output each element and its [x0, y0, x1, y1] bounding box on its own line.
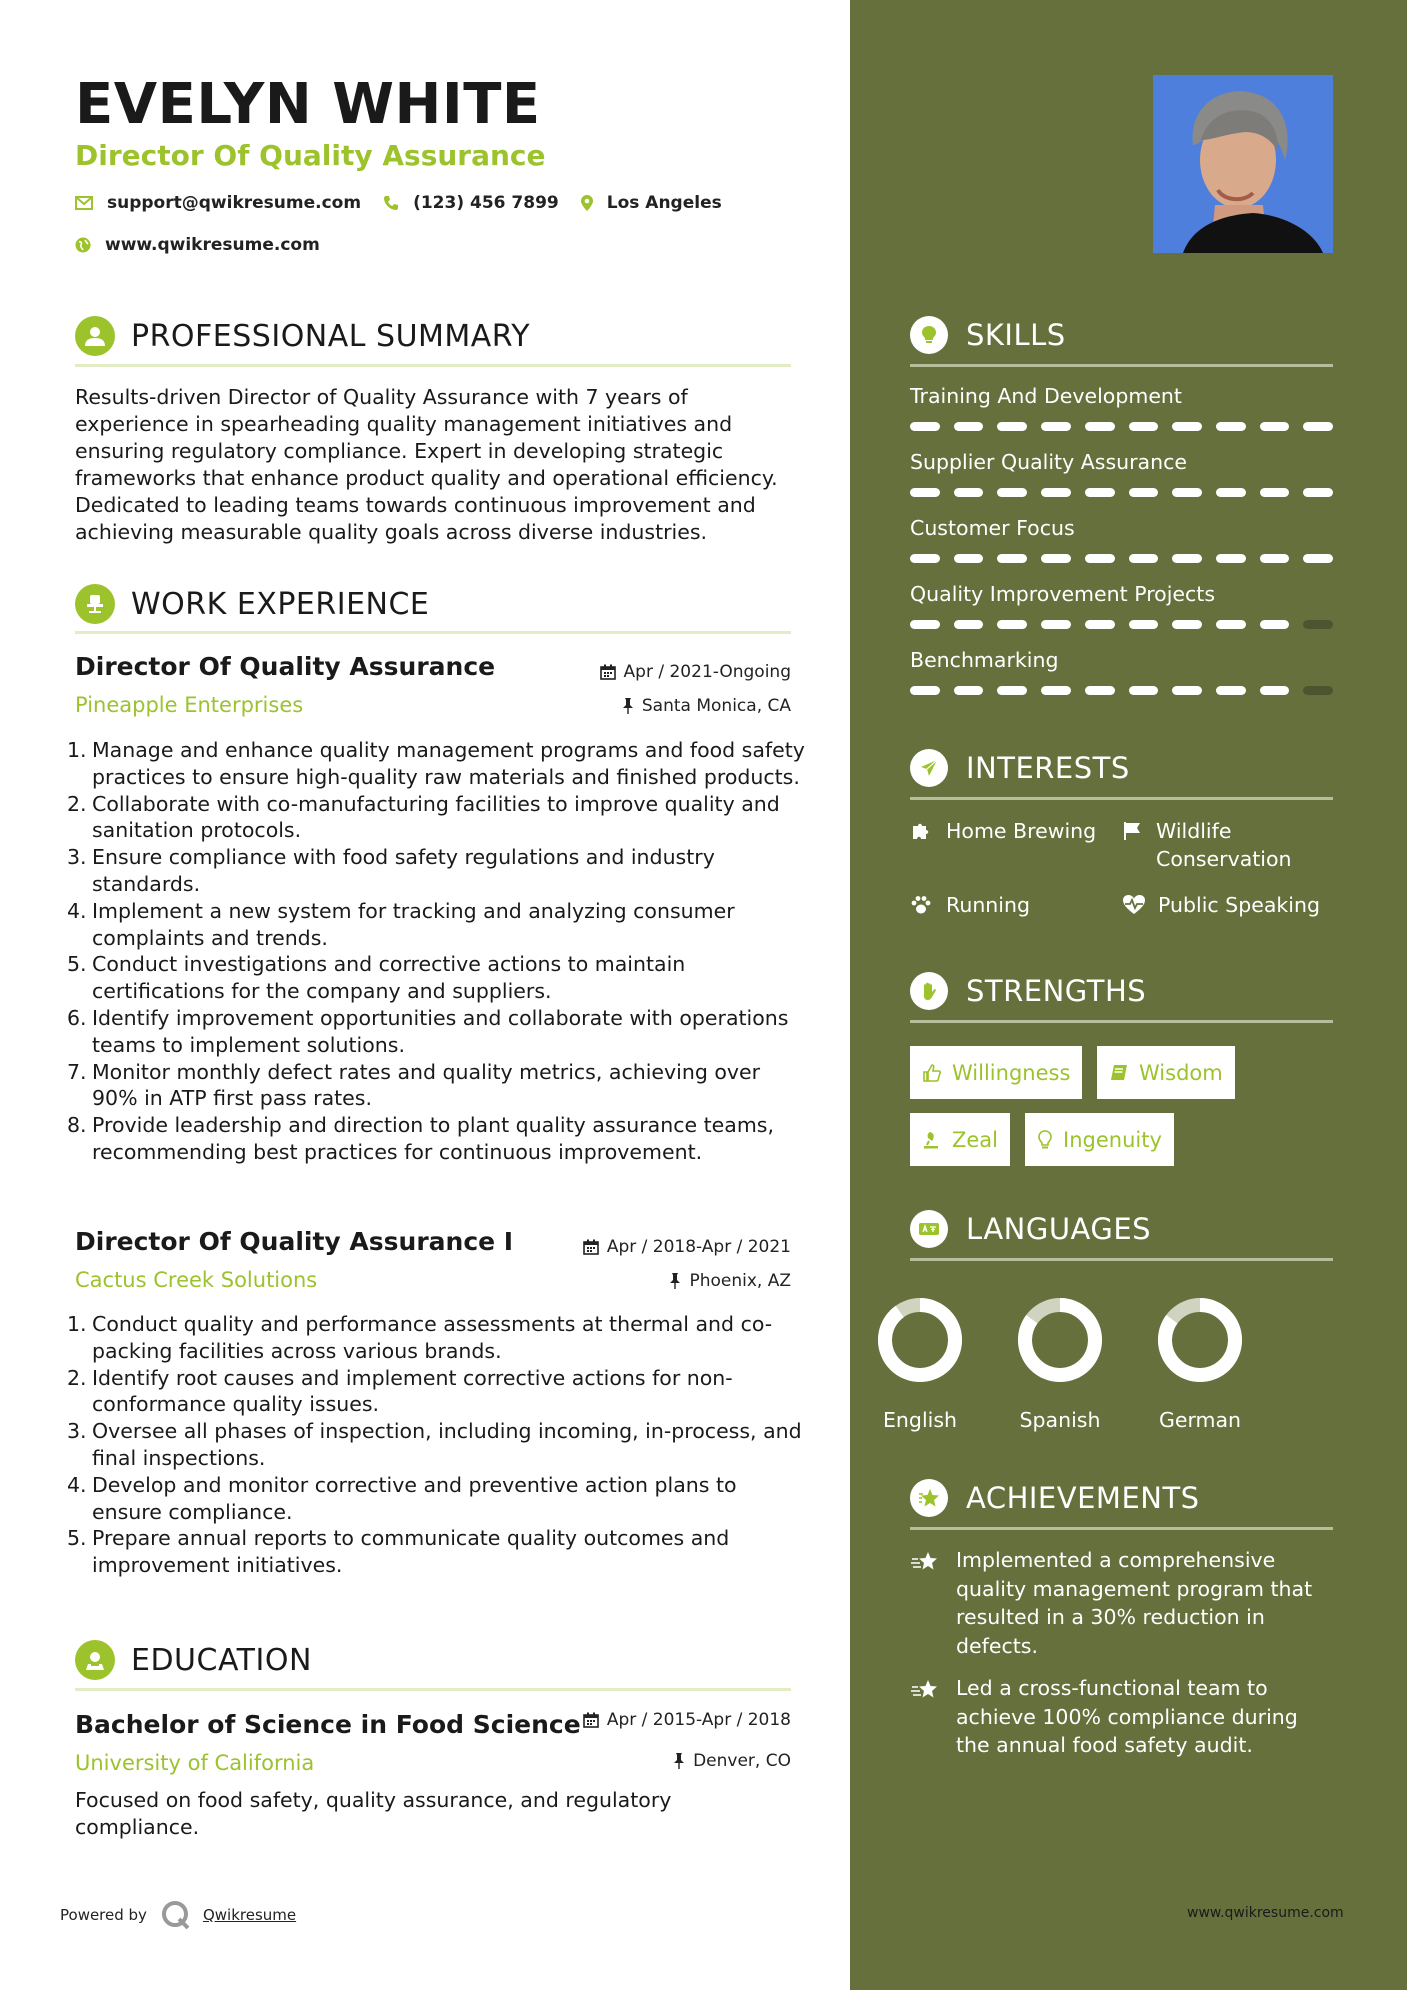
skill-level-segment — [1129, 554, 1159, 563]
job-location — [500, 696, 791, 716]
interest-item — [910, 817, 1096, 845]
lightbulb-icon — [910, 316, 948, 354]
office-chair-icon — [75, 584, 115, 624]
star-icon — [910, 1479, 948, 1517]
skill-name: Customer Focus — [910, 516, 1075, 540]
skill-item — [910, 582, 1333, 629]
puzzle-icon — [910, 817, 934, 845]
skill-level-segment — [1041, 488, 1071, 497]
strength-chip — [1025, 1113, 1174, 1166]
duty-item: Oversee all phases of inspection, including incoming, in-process, and final inspections. — [92, 1419, 802, 1470]
skill-level-segment — [997, 686, 1027, 695]
strength-label: Wisdom — [1139, 1060, 1223, 1085]
globe-icon — [75, 237, 91, 253]
skill-name: Training And Development — [910, 384, 1182, 408]
job-duties — [65, 737, 805, 1166]
experience-divider — [75, 631, 791, 634]
interests-divider — [910, 797, 1333, 800]
strength-chip — [910, 1113, 1010, 1166]
interest-label: Home Brewing — [946, 819, 1097, 843]
language-donut-fill — [885, 1305, 955, 1375]
language-level-donut — [1150, 1290, 1250, 1390]
interest-item — [1122, 817, 1312, 873]
pushpin-icon — [669, 1273, 681, 1289]
job-title: Director Of Quality Assurance I — [75, 1227, 514, 1256]
job-location-text: Santa Monica, CA — [641, 696, 791, 716]
duty-item: Implement a new system for tracking and analyzing consumer complaints and trends. — [92, 898, 735, 950]
education-heading-text: EDUCATION — [131, 1642, 312, 1678]
education-dates-text: Apr / 2015-Apr / 2018 — [606, 1710, 791, 1730]
skill-level-bar — [910, 488, 1333, 497]
interests-heading — [910, 749, 1333, 787]
strength-chip — [910, 1046, 1082, 1099]
duty-item: Collaborate with co-manufacturing facilities to improve quality and sanitation protocols. — [92, 791, 780, 843]
achievements-heading-text: ACHIEVEMENTS — [966, 1481, 1200, 1515]
language-name: German — [1158, 1408, 1242, 1432]
gavel-icon — [922, 1130, 942, 1150]
user-icon — [75, 316, 115, 356]
skill-level-segment — [954, 554, 984, 563]
job-company: Cactus Creek Solutions — [75, 1268, 318, 1292]
skill-level-segment — [1260, 422, 1290, 431]
contact-row-website — [75, 235, 342, 255]
strengths-heading-text: STRENGTHS — [966, 974, 1147, 1008]
skill-level-bar — [910, 554, 1333, 563]
language-item — [1150, 1290, 1250, 1432]
skill-level-segment — [954, 620, 984, 629]
skill-level-segment — [1085, 620, 1115, 629]
map-pin-icon — [581, 195, 593, 211]
skill-level-segment — [910, 554, 940, 563]
skill-level-segment — [1041, 422, 1071, 431]
contact-phone[interactable] — [383, 193, 559, 213]
qwikresume-logo-icon — [161, 1900, 191, 1930]
skill-name: Supplier Quality Assurance — [910, 450, 1187, 474]
graduate-icon — [75, 1640, 115, 1680]
summary-text: Results-driven Director of Quality Assurance with 7 years of experience in spearheading quality management initiatives and ensuring regulatory compliance. Expert in developing strategic frameworks that enhance product quality and operational efficiency. Dedicated to leading teams towards continuous improvement and achieving measurable quality goals across diverse industries. — [75, 385, 778, 544]
powered-by-label: Powered by — [60, 1906, 147, 1924]
skill-level-segment — [1216, 488, 1246, 497]
profile-photo — [1153, 75, 1333, 253]
skill-level-bar — [910, 620, 1333, 629]
duty-item: Manage and enhance quality management programs and food safety practices to ensure high-quality raw materials and finished products. — [92, 738, 805, 789]
skill-level-segment — [1172, 554, 1202, 563]
job-dates-text: Apr / 2021-Ongoing — [623, 662, 791, 682]
skill-level-segment — [910, 620, 940, 629]
skill-level-segment — [1129, 686, 1159, 695]
thumbs-up-icon — [922, 1063, 942, 1083]
duty-item: Conduct investigations and corrective actions to maintain certifications for the company and suppliers. — [92, 952, 686, 1004]
duty-item: Provide leadership and direction to plant quality assurance teams, recommending best practices for continuous improvement. — [92, 1113, 774, 1164]
skills-heading-text: SKILLS — [966, 318, 1066, 352]
duty-item: Conduct quality and performance assessments at thermal and co-packing facilities across various brands. — [92, 1312, 773, 1363]
skill-level-segment — [1129, 488, 1159, 497]
skill-level-segment — [1303, 554, 1333, 563]
job-dates — [500, 1237, 791, 1257]
skill-level-segment — [1172, 488, 1202, 497]
skill-name: Quality Improvement Projects — [910, 582, 1216, 606]
language-item — [1010, 1290, 1110, 1432]
skill-level-segment — [910, 422, 940, 431]
job-dates-text: Apr / 2018-Apr / 2021 — [606, 1237, 791, 1257]
interest-item — [910, 891, 1030, 919]
language-card-icon — [910, 1210, 948, 1248]
raised-hand-icon — [910, 972, 948, 1010]
education-location — [500, 1751, 791, 1771]
education-divider — [75, 1688, 791, 1691]
interest-item — [1122, 891, 1320, 919]
duty-item: Identify improvement opportunities and collaborate with operations teams to implement solutions. — [92, 1005, 789, 1057]
qwikresume-link[interactable]: Qwikresume — [202, 1906, 297, 1924]
skill-level-segment — [1260, 488, 1290, 497]
skill-name: Benchmarking — [910, 648, 1059, 672]
shooting-star-icon — [910, 1546, 942, 1578]
language-level-donut — [1010, 1290, 1110, 1390]
paper-plane-icon — [910, 749, 948, 787]
experience-heading — [75, 584, 791, 624]
email-text: support@qwikresume.com — [107, 193, 362, 213]
skill-level-segment — [1260, 554, 1290, 563]
skill-level-segment — [1303, 620, 1333, 629]
skill-level-bar — [910, 422, 1333, 431]
duty-item: Prepare annual reports to communicate quality outcomes and improvement initiatives. — [92, 1526, 730, 1578]
education-location-text: Denver, CO — [693, 1751, 791, 1771]
skill-item — [910, 516, 1333, 563]
envelope-icon — [75, 196, 93, 210]
skill-level-segment — [1303, 686, 1333, 695]
skill-level-segment — [1085, 488, 1115, 497]
skill-level-segment — [997, 422, 1027, 431]
heartbeat-icon — [1122, 891, 1146, 919]
education-description: Focused on food safety, quality assurance, and regulatory compliance. — [75, 1788, 672, 1839]
skills-divider — [910, 364, 1333, 367]
skill-level-segment — [954, 422, 984, 431]
lightbulb-icon — [1037, 1130, 1053, 1150]
flag-icon — [1122, 817, 1144, 845]
job-dates — [500, 662, 791, 682]
strength-label: Willingness — [952, 1060, 1071, 1085]
calendar-icon — [583, 1239, 599, 1255]
language-item — [870, 1290, 970, 1432]
language-name: English — [882, 1408, 958, 1432]
calendar-icon — [583, 1712, 599, 1728]
summary-divider — [75, 364, 791, 367]
skill-level-segment — [1172, 422, 1202, 431]
skill-level-segment — [910, 488, 940, 497]
job-duties — [65, 1311, 805, 1579]
interest-label: Running — [946, 893, 1031, 917]
experience-heading-text: WORK EXPERIENCE — [131, 586, 430, 622]
skill-level-segment — [1041, 686, 1071, 695]
shooting-star-icon — [910, 1674, 942, 1706]
skill-level-segment — [997, 620, 1027, 629]
skill-level-segment — [954, 686, 984, 695]
achievement-text: Led a cross-functional team to achieve 100% compliance during the annual food safety audit. — [956, 1676, 1298, 1757]
skill-level-segment — [910, 686, 940, 695]
education-dates — [500, 1710, 791, 1730]
skills-heading — [910, 316, 1333, 354]
skill-level-segment — [1303, 488, 1333, 497]
languages-heading-text: LANGUAGES — [966, 1212, 1152, 1246]
job-location — [500, 1271, 791, 1291]
summary-heading — [75, 316, 791, 356]
contact-website[interactable] — [75, 235, 320, 255]
sidebar — [850, 0, 1407, 1990]
skill-level-segment — [1129, 620, 1159, 629]
skill-level-segment — [1085, 686, 1115, 695]
calendar-icon — [600, 664, 616, 680]
skill-level-segment — [1085, 422, 1115, 431]
pushpin-icon — [673, 1753, 685, 1769]
skill-level-segment — [1041, 554, 1071, 563]
skill-level-segment — [1041, 620, 1071, 629]
skill-level-segment — [954, 488, 984, 497]
skill-level-bar — [910, 686, 1333, 695]
languages-divider — [910, 1258, 1333, 1261]
achievements-heading — [910, 1479, 1333, 1517]
candidate-title: Director Of Quality Assurance — [75, 139, 546, 172]
strengths-divider — [910, 1020, 1333, 1023]
language-name: Spanish — [1019, 1408, 1101, 1432]
skill-item — [910, 384, 1333, 431]
contact-row — [75, 193, 744, 213]
footer-website[interactable]: www.qwikresume.com — [1187, 1905, 1344, 1921]
skill-level-segment — [1129, 422, 1159, 431]
languages-heading — [910, 1210, 1333, 1248]
skill-item — [910, 450, 1333, 497]
duty-item: Ensure compliance with food safety regulations and industry standards. — [92, 845, 715, 896]
skill-level-segment — [1172, 686, 1202, 695]
paw-icon — [910, 891, 934, 919]
skill-level-segment — [1216, 422, 1246, 431]
skill-level-segment — [1216, 554, 1246, 563]
powered-by — [60, 1900, 296, 1930]
skill-level-segment — [1216, 620, 1246, 629]
strength-label: Zeal — [952, 1127, 999, 1152]
interests-heading-text: INTERESTS — [966, 751, 1130, 785]
skill-level-segment — [1085, 554, 1115, 563]
candidate-name: EVELYN WHITE — [75, 72, 541, 137]
website-text: www.qwikresume.com — [105, 235, 320, 255]
skill-level-segment — [1303, 422, 1333, 431]
language-level-donut — [870, 1290, 970, 1390]
duty-item: Identify root causes and implement corrective actions for non-conformance quality issues. — [92, 1365, 733, 1417]
achievement-item — [910, 1546, 1340, 1660]
pushpin-icon — [622, 698, 634, 714]
achievement-text: Implemented a comprehensive quality management program that resulted in a 30% reduction in defects. — [956, 1548, 1313, 1658]
strength-chip — [1097, 1046, 1235, 1099]
strengths-heading — [910, 972, 1333, 1010]
achievement-item — [910, 1674, 1340, 1760]
skill-level-segment — [1172, 620, 1202, 629]
strength-label: Ingenuity — [1063, 1127, 1162, 1152]
summary-heading-text: PROFESSIONAL SUMMARY — [131, 318, 531, 354]
duty-item: Monitor monthly defect rates and quality metrics, achieving over 90% in ATP first pass rates. — [92, 1059, 761, 1111]
job-title: Director Of Quality Assurance — [75, 652, 496, 681]
skill-level-segment — [1260, 686, 1290, 695]
contact-email[interactable] — [75, 193, 361, 213]
job-company: Pineapple Enterprises — [75, 693, 304, 717]
skill-level-segment — [997, 488, 1027, 497]
job-location-text: Phoenix, AZ — [689, 1271, 791, 1291]
phone-text: (123) 456 7899 — [413, 193, 559, 213]
school-name: University of California — [75, 1751, 315, 1775]
interest-label: Wildlife Conservation — [1156, 819, 1292, 871]
degree-title: Bachelor of Science in Food Science — [75, 1710, 581, 1739]
skill-level-segment — [997, 554, 1027, 563]
education-heading — [75, 1640, 791, 1680]
duty-item: Develop and monitor corrective and preventive action plans to ensure compliance. — [92, 1472, 737, 1524]
contact-location — [581, 193, 722, 213]
skill-item — [910, 648, 1333, 695]
location-text: Los Angeles — [606, 193, 722, 213]
achievements-divider — [910, 1527, 1333, 1530]
phone-icon — [383, 195, 399, 211]
skill-level-segment — [1260, 620, 1290, 629]
book-icon — [1109, 1063, 1129, 1083]
interest-label: Public Speaking — [1158, 893, 1320, 917]
skill-level-segment — [1216, 686, 1246, 695]
